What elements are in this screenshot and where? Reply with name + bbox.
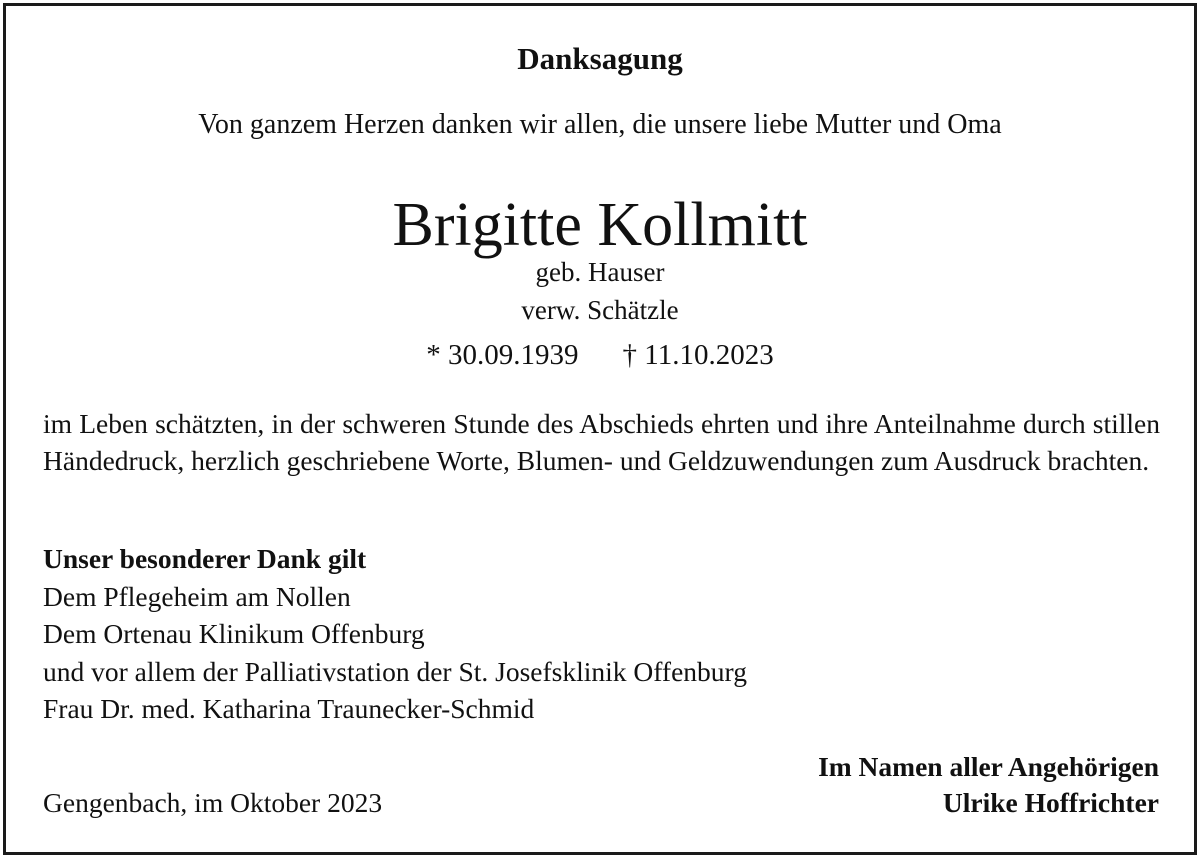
signature-line-2: Ulrike Hoffrichter <box>942 787 1159 818</box>
thanks-line: Frau Dr. med. Katharina Traunecker-Schmid <box>43 693 535 724</box>
thanks-line: Dem Pflegeheim am Nollen <box>43 580 351 612</box>
maiden-name: geb. Hauser <box>535 257 665 287</box>
notice-title: Danksagung <box>517 41 683 76</box>
deceased-name: Brigitte Kollmitt <box>392 191 808 259</box>
signature-line-1: Im Namen aller Angehörigen <box>818 751 1159 782</box>
special-thanks-block <box>43 540 943 728</box>
widowed-name: verw. Schätzle <box>521 295 679 325</box>
life-dates <box>0 336 1200 374</box>
intro-line: Von ganzem Herzen danken wir allen, die unsere liebe Mutter und Oma <box>198 109 1002 140</box>
thanks-line: und vor allem der Palliativstation der St. Josefsklinik Offenburg <box>43 655 747 687</box>
death-date: † 11.10.2023 <box>622 339 774 371</box>
place-and-date: Gengenbach, im Oktober 2023 <box>43 787 383 818</box>
special-thanks-heading: Unser besonderer Dank gilt <box>43 543 367 574</box>
thanks-line: Dem Ortenau Klinikum Offenburg <box>43 618 425 649</box>
birth-date: * 30.09.1939 <box>426 339 579 371</box>
thanks-body-text: im Leben schätzten, in der schweren Stunde des Abschieds ehrten und ihre Anteilnahme durch stillen Händedruck, herzlich geschriebene Worte, Blumen- und Geldzuwendungen zum Ausdruck brachten. <box>43 408 1160 476</box>
